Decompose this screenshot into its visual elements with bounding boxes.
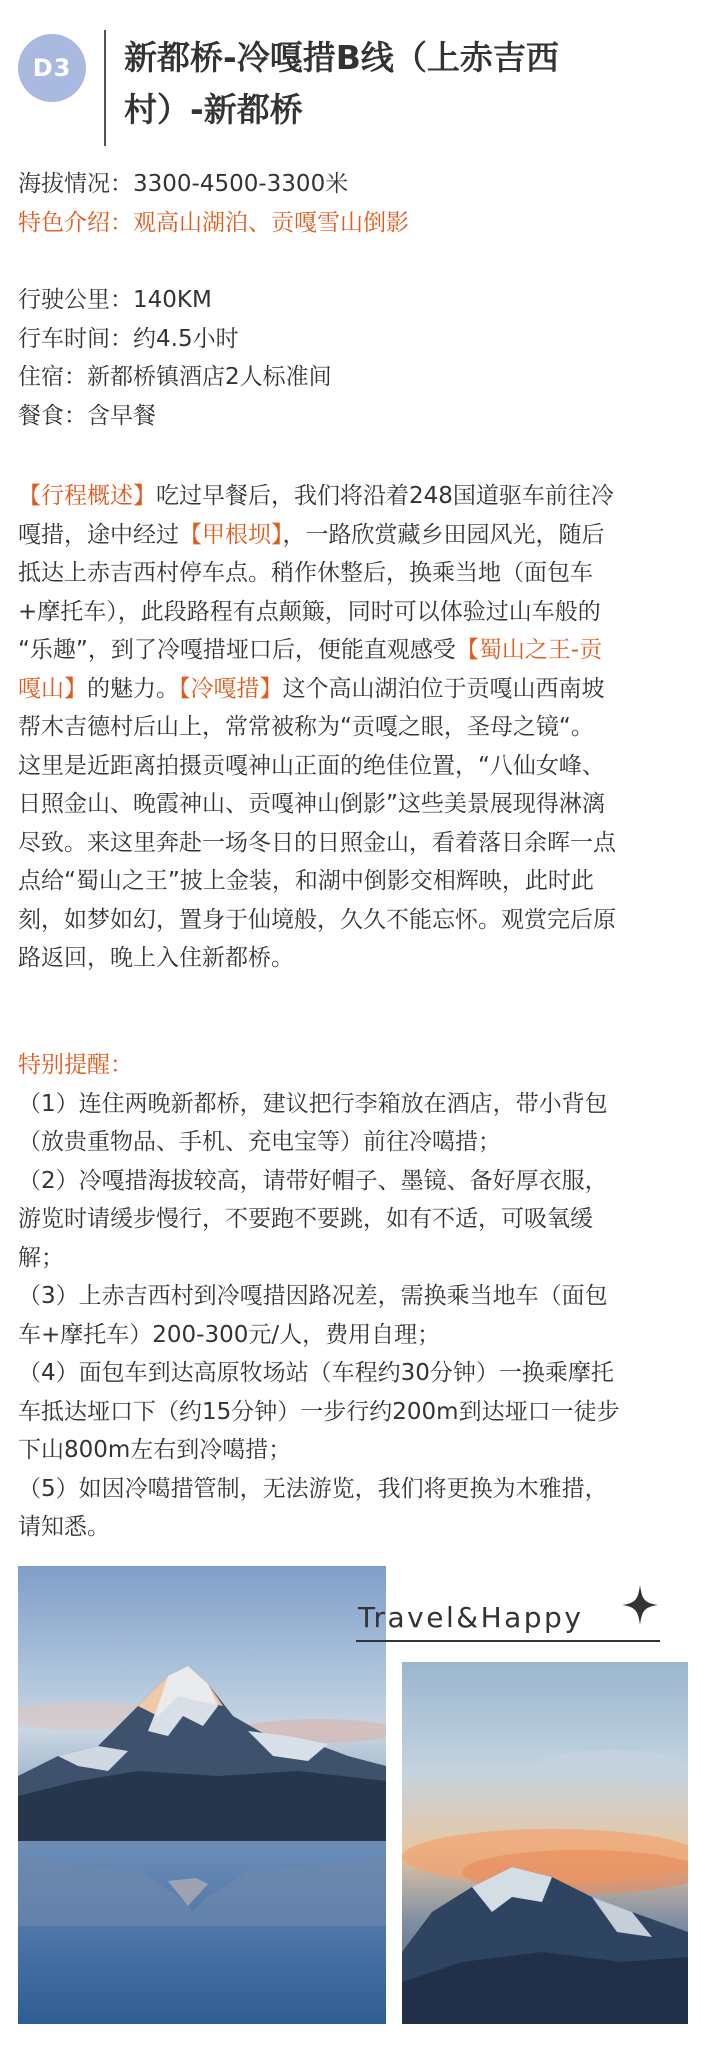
- overview-line: 这里是近距离拍摄贡嘎神山正面的绝佳位置，“八仙女峰、: [18, 752, 605, 779]
- gongga-reflection-photo: [18, 1566, 386, 2024]
- gongga-tag-end: 嘎山】: [18, 675, 87, 702]
- trip-info-block: [18, 281, 688, 435]
- sunset-peak-photo: [402, 1662, 688, 2024]
- overview-line: +摩托车），此段路程有点颠簸，同时可以体验过山车般的: [18, 598, 601, 625]
- header-divider: [104, 30, 106, 146]
- overview-text: 这个高山湖泊位于贡嘎山西南坡: [282, 675, 605, 702]
- special-reminders: [18, 1046, 688, 1547]
- overview-text: 嘎措，途中经过: [18, 521, 179, 548]
- overview-tag: 【行程概述】: [18, 483, 156, 509]
- reminder-line: （2）冷嘎措海拔较高，请带好帽子、墨镜、备好厚衣服，: [18, 1167, 608, 1194]
- sparkle-icon: [622, 1585, 658, 1625]
- overview-line: 抵达上赤吉西村停车点。稍作休整后，换乘当地（面包车: [18, 560, 593, 586]
- reminder-line: （4）面包车到达高原牧场站（车程约30分钟）一换乘摩托: [18, 1360, 614, 1386]
- jiagenba-tag: 【甲根坝】: [179, 521, 283, 548]
- overview-line: [18, 516, 688, 555]
- gongga-tag: 【蜀山之王-贡: [455, 637, 603, 663]
- overview-text: 吃过早餐后，我们将沿着248国道驱车前往冷: [156, 483, 614, 509]
- reminder-line: （5）如因冷噶措管制，无法游览，我们将更换为木雅措，: [18, 1475, 608, 1502]
- lenggacuo-tag: 【冷嘎措】: [179, 675, 283, 702]
- reminder-line: 下山800m左右到冷噶措；: [18, 1437, 292, 1463]
- reminder-line: （3）上赤吉西村到冷嘎措因路况差，需换乘当地车（面包: [18, 1283, 608, 1309]
- distance-info: 行驶公里：140KM: [18, 287, 212, 313]
- reminder-line: 车抵达垭口下（约15分钟）一步行约200m到达垭口一徒步: [18, 1398, 620, 1425]
- overview-line: 帮木吉德村后山上，常常被称为“贡嘎之眼，圣母之镜“。: [18, 714, 594, 740]
- altitude-info: 海拔情况：3300-4500-3300米: [18, 171, 349, 197]
- overview-line: 日照金山、晚霞神山、贡嘎神山倒影”这些美景展现得淋漓: [18, 791, 605, 817]
- reminder-line: 解；: [18, 1244, 64, 1271]
- route-title-line-1: 新都桥-冷嘎措B线（上赤吉西: [124, 38, 559, 77]
- reminder-line: 车+摩托车）200-300元/人，费用自理；: [18, 1321, 441, 1348]
- reminder-line: （放贵重物品、手机、充电宝等）前往冷噶措；: [18, 1129, 501, 1155]
- overview-text: “乐趣”，到了冷嘎措垭口后，便能直观感受: [18, 637, 456, 663]
- gongga-reflection-illustration: [18, 1566, 386, 2024]
- itinerary-overview: [18, 477, 688, 978]
- reminder-line: 游览时请缓步慢行，不要跑不要跳，如有不适，可吸氧缓: [18, 1206, 593, 1232]
- overview-line: [18, 670, 688, 709]
- day-badge: D3: [18, 34, 86, 102]
- sunset-peak-illustration: [402, 1662, 688, 2024]
- overview-line: [18, 631, 688, 670]
- lodging-info: 住宿：新都桥镇酒店2人标准间: [18, 364, 332, 390]
- day-header: [0, 0, 702, 150]
- reminder-line: 请知悉。: [18, 1514, 110, 1540]
- route-title: [124, 32, 664, 136]
- feature-info: 特色介绍：观高山湖泊、贡嘎雪山倒影: [18, 209, 409, 236]
- reminder-line: （1）连住两晚新都桥，建议把行李箱放在酒店，带小背包: [18, 1090, 608, 1117]
- reminder-heading: 特别提醒：: [18, 1052, 133, 1078]
- intro-block: [18, 165, 688, 242]
- overview-line: 路返回，晚上入住新都桥。: [18, 945, 294, 971]
- travel-caption: Travel&Happy: [358, 1601, 584, 1634]
- overview-text: 的魅力。: [87, 675, 179, 702]
- overview-text: ，一路欣赏藏乡田园风光，随后: [282, 521, 605, 548]
- overview-line: 尽致。来这里奔赴一场冬日的日照金山，看着落日余晖一点: [18, 829, 616, 856]
- route-title-line-2: 村）-新都桥: [124, 90, 303, 129]
- overview-line: 刻，如梦如幻，置身于仙境般，久久不能忘怀。观赏完后原: [18, 906, 616, 933]
- overview-line: 点给“蜀山之王”披上金装，和湖中倒影交相辉映，此时此: [18, 868, 594, 894]
- drive-time-info: 行车时间：约4.5小时: [18, 325, 239, 352]
- caption-underline: [356, 1640, 660, 1642]
- meals-info: 餐食：含早餐: [18, 402, 156, 429]
- overview-line: [18, 477, 688, 516]
